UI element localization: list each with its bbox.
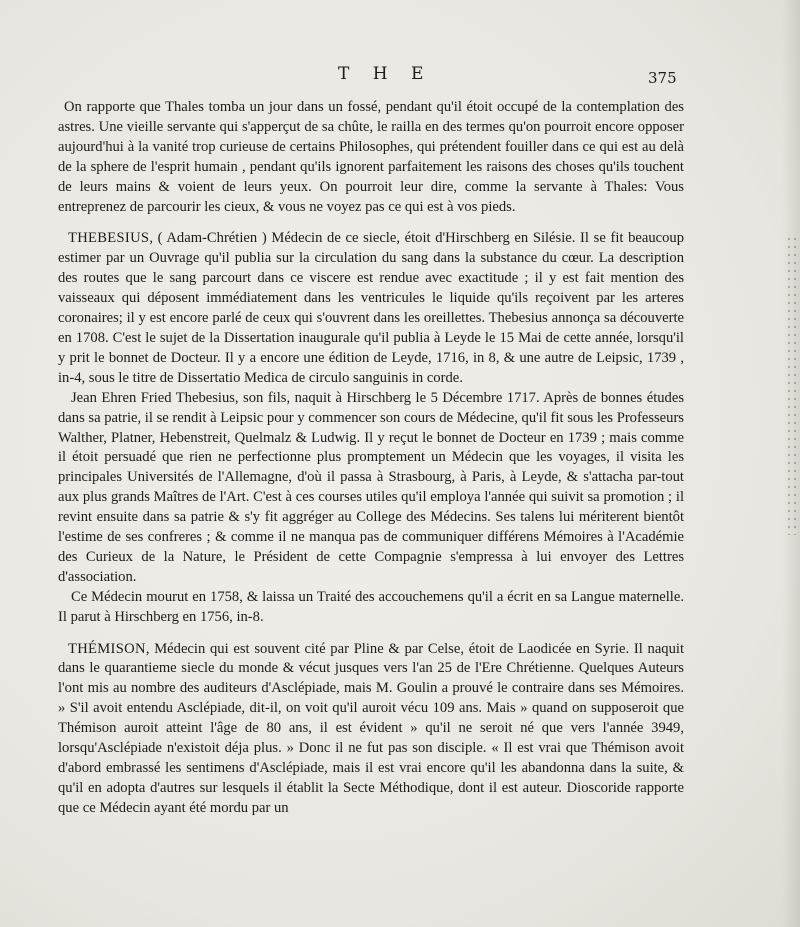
article-thebesius — [58, 229, 684, 627]
paragraph: On rapporte que Thales tomba un jour dans un fossé, pendant qu'il étoit occupé de la contemplation des astres. Une vieille servante qui s'apperçut de sa chûte, le railla en des termes qu'on pourroit encore opposer aujourd'hui à la vanité trop curieuse de certains Philosophes, qui prétendent fouiller dans ce qui est au delà de la sphere de l'esprit humain , pendant qu'ils ignorent parfaitement les raisons des choses qu'ils touchent de leurs mains & voient de leurs yeux. On pourroit leur dire, comme la servante à Thales: Vous entreprenez de parcourir les cieux, & vous ne voyez pas ce qui est à vos pieds. — [58, 99, 684, 215]
page-header — [0, 64, 800, 90]
paragraph: Jean Ehren Fried Thebesius, son fils, naquit à Hirschberg le 5 Décembre 1717. Après de bonnes études dans sa patrie, il se rendit à Leipsic pour y commencer son cours de Médecine, qu'il fit sous les Professeurs Walther, Platner, Hebenstreit, Quelmalz & Ludwig. Il y reçut le bonnet de Docteur en 1739 ; mais comme il étoit persuadé que rien ne perfectionne plus promptement un Médecin que les voyages, il visita les principales Universités de l'Allemagne, d'où il passa à Strasbourg, à Paris, à Leyde, & s'attacha par-tout aux plus grands Maîtres de l'Art. C'est à ces courses utiles qu'il employa l'année qui suivit sa promotion ; il revint ensuite dans sa patrie & s'y fit aggréger au College des Médecins. Ses talens lui mériterent bientôt l'estime de ses confreres ; & comme il ne manqua pas de communiquer différens Mémoires à l'Académie des Curieux de la Nature, le Président de cette Compagnie s'empressa à lui envoyer des Lettres d'association. — [58, 389, 684, 585]
running-head: T H E — [338, 64, 433, 84]
paragraph — [58, 229, 684, 388]
article-themison — [58, 640, 684, 819]
article-thales-anecdote — [58, 98, 684, 217]
paragraph: Ce Médecin mourut en 1758, & laissa un Traité des accouchemens qu'il a écrit en sa Langue maternelle. Il parut à Hirschberg en 1756, in-8. — [58, 588, 684, 625]
paragraph — [58, 640, 684, 819]
paragraph-text: , ( Adam-Chrétien ) Médecin de ce siecle, étoit d'Hirschberg en Silésie. Il se fit beaucoup estimer par un Ouvrage qu'il publia sur la circulation du sang dans la substance du cœur. La description des routes que le sang parcourt dans ce viscere est rendue avec exactitude ; il y est fait mention des vaisseaux qui déposent immédiatement dans les ventricules le liquide qu'ils reçoivent par les arteres coronaires; il y est encore parlé de ceux qui s'ouvrent dans les oreillettes. Thebesius annonça sa découverte en 1708. C'est le sujet de la Dissertation inaugurale qu'il publia à Leyde le 15 Mai de cette année, lorsqu'il y prit le bonnet de Docteur. Il y a encore une édition de Leyde, 1716, in 8, & une autre de Leipsic, 1739 , in-4, sous le titre de Dissertatio Medica de circulo sanguinis in corde. — [58, 230, 684, 386]
page-number: 375 — [648, 69, 677, 87]
headword: THÉMISON — [68, 640, 146, 657]
headword: THEBESIUS — [68, 230, 150, 247]
page-edge-shadow — [782, 0, 800, 927]
paragraph-text: , Médecin qui est souvent cité par Pline & par Celse, étoit de Laodicée en Syrie. Il naquit dans le quarantieme siecle du monde & vécut jusques vers l'an 25 de l'Ere Chrétienne. Quelques Auteurs l'ont mis au nombre des auditeurs d'Asclépiade, mais M. Goulin a prouvé le contraire dans ses Mémoires. » S'il avoit entendu Asclépiade, dit-il, on voit qu'il auroit vécu 109 ans. Mais » quand on supposeroit que Thémison auroit atteint l'âge de 80 ans, il est évident » qu'il ne seroit né que vers l'année 3949, lorsqu'Asclépiade n'existoit déja plus. » Donc il ne fut pas son disciple. « Il est vrai que Thémison avoit d'abord embrassé les sentimens d'Asclépiade, mais il est vrai encore qu'il les abandonna dans la suite, & qu'il en adopta d'autres sur lesquels il établit la Secte Méthodique, dont il est auteur. Dioscoride rapporte que ce Médecin ayant été mordu par un — [58, 640, 684, 816]
body-text — [58, 98, 684, 819]
